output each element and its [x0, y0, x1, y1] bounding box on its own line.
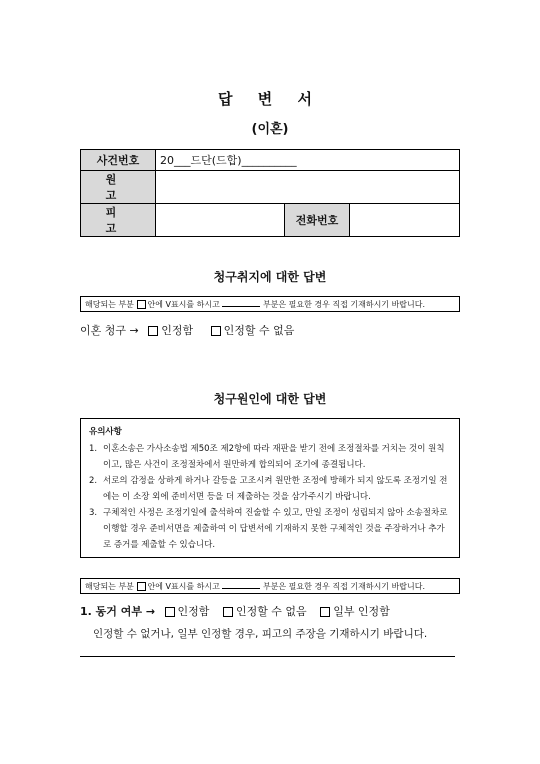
defendant-label: 피 고 [81, 204, 156, 237]
caution-item: 1. 이혼소송은 가사소송법 제50조 제2항에 따라 재판을 받기 전에 조정절차를 거치는 것이 원칙이고, 많은 사건이 조정절차에서 원만하게 합의되어 조기에 종결됩니다. [89, 444, 445, 470]
checkbox-icon [137, 300, 146, 309]
checkbox-q1-partial[interactable] [320, 607, 330, 617]
checkbox-deny[interactable] [211, 326, 221, 336]
case-info-table [80, 149, 460, 237]
checkbox-q1-deny[interactable] [223, 607, 233, 617]
caution-title: 유의사항 [89, 427, 122, 437]
answer-line[interactable] [80, 656, 455, 657]
section-heading-cause: 청구원인에 대한 답변 [213, 392, 327, 406]
blank-line [222, 297, 260, 307]
checkbox-admit[interactable] [148, 326, 158, 336]
document-title: 답 변 서 [218, 90, 322, 108]
question-1-instruction: 인정할 수 없거나, 일부 인정할 경우, 피고의 주장을 기재하시기 바랍니다. [93, 628, 428, 640]
question-1-label: 1. 동거 여부 → [80, 605, 156, 618]
checkbox-icon [137, 582, 146, 591]
defendant-field[interactable] [156, 204, 285, 237]
caution-item: 2. 서로의 감정을 상하게 하거나 갈등을 고조시켜 원만한 조정에 방해가 되지 않도록 조정기일 전에는 이 소장 외에 준비서면 등을 더 제출하는 것을 삼가주시기 바랍니다. [89, 476, 448, 502]
caution-item: 3. 구체적인 사정은 조정기일에 출석하여 진술할 수 있고, 만일 조정이 성립되지 않아 소송절차로 이행할 경우 준비서면을 제출하여 이 답변서에 기재하지 못한 구체적인 것을 주장하거나 추가로 증거를 제출할 수 있습니다. [89, 508, 448, 550]
case-number-field[interactable]: 20___드단(드합)__________ [156, 150, 460, 171]
plaintiff-label: 원 고 [81, 171, 156, 204]
caution-box [80, 418, 460, 558]
blank-line [222, 579, 260, 589]
option-admit-label: 인정함 [161, 324, 194, 337]
section-heading-claim: 청구취지에 대한 답변 [213, 270, 327, 284]
option-deny-label: 인정할 수 없음 [223, 324, 295, 337]
document-subtitle: (이혼) [251, 122, 289, 137]
instruction-note: 해당되는 부분 안에 V표시를 하시고 부분은 필요한 경우 직접 기재하시기 바랍니다. [80, 296, 460, 312]
plaintiff-field[interactable] [156, 171, 460, 204]
divorce-claim-label: 이혼 청구 → [80, 324, 139, 337]
cohabitation-question: 1. 동거 여부 → 인정함 인정할 수 없음 일부 인정함 [80, 605, 390, 618]
phone-label: 전화번호 [285, 204, 350, 237]
case-number-label: 사건번호 [81, 150, 156, 171]
phone-field[interactable] [350, 204, 460, 237]
checkbox-q1-admit[interactable] [165, 607, 175, 617]
instruction-note-2: 해당되는 부분 안에 V표시를 하시고 부분은 필요한 경우 직접 기재하시기 바랍니다. [80, 578, 460, 594]
divorce-claim-row [80, 322, 294, 338]
